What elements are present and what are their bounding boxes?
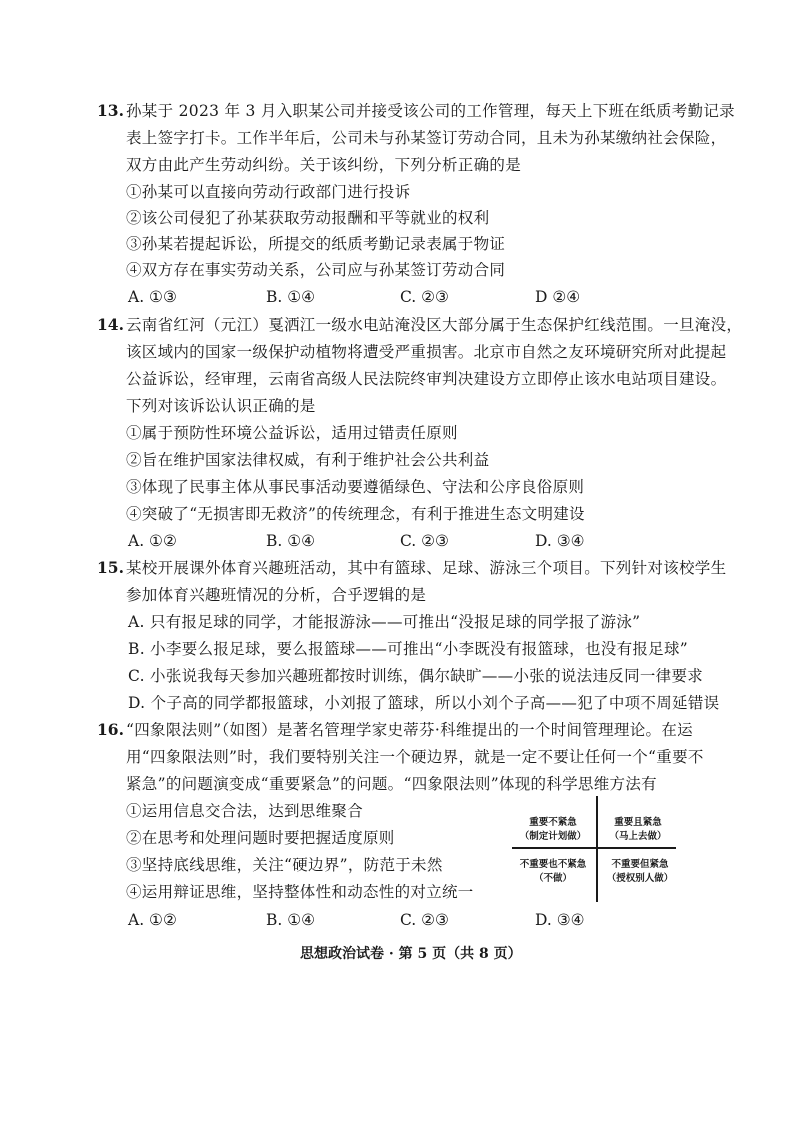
statement-item: ②旨在维护国家法律权威，有利于维护社会公共利益 [126, 451, 490, 469]
statement-item: ④突破了“无损害即无救济”的传统理念，有利于推进生态文明建设 [126, 505, 585, 523]
question-stem-line: 云南省红河（元江）戛洒江一级水电站淹没区大部分属于生态保护红线范围。一旦淹没， [126, 316, 743, 334]
statement-item: ③坚持底线思维，关注“硬边界”，防范于未然 [126, 856, 443, 874]
option-a: A. ①② [128, 911, 177, 929]
statement-item: ①孙某可以直接向劳动行政部门进行投诉 [126, 183, 411, 201]
option-d: D. 个子高的同学都报篮球，小刘报了篮球，所以小刘个子高——犯了中项不周延错误 [128, 694, 720, 712]
question-number: 15. [97, 558, 124, 577]
question-stem-line: 双方由此产生劳动纠纷。关于该纠纷，下列分析正确的是 [126, 156, 522, 174]
quadrant-title: 不重要也不紧急 [519, 859, 587, 870]
statement-item: ②该公司侵犯了孙某获取劳动报酬和平等就业的权利 [126, 209, 490, 227]
vertical-axis [596, 796, 598, 902]
question-stem-line: 用“四象限法则”时，我们要特别关注一个硬边界，就是一定不要让任何一个“重要不 [126, 748, 704, 766]
quadrant-action: （授权别人做） [606, 873, 674, 884]
quadrant-not-important-urgent [600, 858, 680, 886]
option-d: D. ③④ [535, 532, 585, 550]
horizontal-axis [512, 847, 676, 849]
question-stem-line: 参加体育兴趣班情况的分析，合乎逻辑的是 [126, 586, 427, 604]
option-a: A. 只有报足球的同学，才能报游泳——可推出“没报足球的同学报了游泳” [128, 613, 641, 631]
quadrant-action: （马上去做） [609, 831, 667, 842]
question-number: 16. [97, 720, 124, 739]
option-b: B. ①④ [266, 532, 316, 550]
question-stem-line: 某校开展课外体育兴趣班活动，其中有篮球、足球、游泳三个项目。下列针对该校学生 [126, 559, 727, 577]
option-b: B. 小李要么报足球，要么报篮球——可推出“小李既没有报篮球，也没有报足球” [128, 640, 688, 658]
question-stem-line: “四象限法则”（如图）是著名管理学家史蒂芬·科维提出的一个时间管理理论。在运 [126, 721, 693, 739]
option-d: D ②④ [535, 288, 581, 306]
option-b: B. ①④ [266, 288, 316, 306]
statement-item: ①属于预防性环境公益诉讼，适用过错责任原则 [126, 424, 458, 442]
option-b: B. ①④ [266, 911, 316, 929]
option-c: C. ②③ [400, 911, 449, 929]
option-a: A. ①② [128, 532, 177, 550]
question-stem-line: 表上签字打卡。工作半年后，公司未与孙某签订劳动合同，且未为孙某缴纳社会保险， [126, 129, 727, 147]
question-stem-line: 下列对该诉讼认识正确的是 [126, 397, 316, 415]
quadrant-action: （制定计划做） [519, 831, 587, 842]
statement-item: ①运用信息交合法，达到思维聚合 [126, 802, 364, 820]
question-stem-line: 孙某于 2023 年 3 月入职某公司并接受该公司的工作管理，每天上下班在纸质考勤记录 [126, 102, 735, 120]
statement-item: ④双方存在事实劳动关系，公司应与孙某签订劳动合同 [126, 261, 506, 279]
question-stem-line: 该区域内的国家一级保护动植物将遭受严重损害。北京市自然之友环境研究所对此提起 [126, 343, 727, 361]
statement-item: ③孙某若提起诉讼，所提交的纸质考勤记录表属于物证 [126, 235, 506, 253]
quadrant-title: 重要不紧急 [529, 817, 577, 828]
quadrant-not-important-not-urgent [510, 858, 596, 886]
option-d: D. ③④ [535, 911, 585, 929]
statement-item: ④运用辩证思维，坚持整体性和动态性的对立统一 [126, 883, 474, 901]
quadrant-action: （不做） [533, 873, 572, 884]
question-stem-line: 公益诉讼，经审理，云南省高级人民法院终审判决建设方立即停止该水电站项目建设。 [126, 370, 727, 388]
statement-item: ③体现了民事主体从事民事活动要遵循绿色、守法和公序良俗原则 [126, 478, 585, 496]
quadrant-important-urgent [600, 816, 676, 844]
option-c: C. ②③ [400, 532, 449, 550]
page-footer: 思想政治试卷 · 第 5 页（共 8 页） [300, 946, 522, 962]
question-number: 13. [97, 101, 124, 120]
option-a: A. ①③ [128, 288, 177, 306]
question-stem-line: 紧急”的问题演变成“重要紧急”的问题。“四象限法则”体现的科学思维方法有 [126, 775, 657, 793]
option-c: C. ②③ [400, 288, 449, 306]
quadrant-title: 不重要但紧急 [611, 859, 669, 870]
quadrant-important-not-urgent [512, 816, 594, 844]
question-number: 14. [97, 315, 124, 334]
quadrant-title: 重要且紧急 [614, 817, 662, 828]
statement-item: ②在思考和处理问题时要把握适度原则 [126, 829, 395, 847]
option-c: C. 小张说我每天参加兴趣班都按时训练，偶尔缺旷——小张的说法违反同一律要求 [128, 667, 704, 685]
